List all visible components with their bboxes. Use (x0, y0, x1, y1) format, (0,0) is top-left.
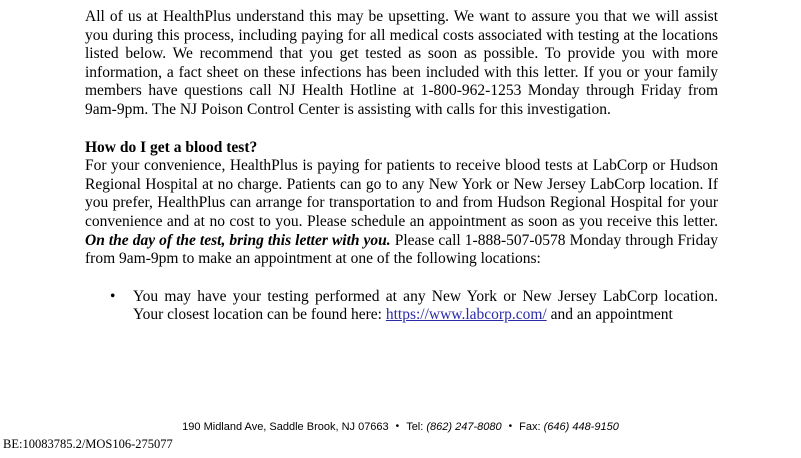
document-reference-number: BE:10083785.2/MOS106-275077 (3, 437, 173, 451)
letter-body (85, 8, 718, 325)
footer-address: 190 Midland Ave, Saddle Brook, NJ 07663 (182, 421, 389, 433)
footer-tel-label: Tel: (406, 421, 424, 433)
footer-fax-label: Fax: (519, 421, 541, 433)
blood-test-text-before: For your convenience, HealthPlus is paying for patients to receive blood tests at LabCorp or Hudson Regional Hospital at no charge. Patients can go to any New York or New Jersey LabCorp location. If you prefer, HealthPlus can arrange for transportation to and from Hudson Regional Hospital for your convenience and at no cost to you. Please schedule an appointment as soon as you receive this letter. (85, 157, 718, 230)
blood-test-section-heading: How do I get a blood test? (85, 138, 258, 156)
footer-separator-icon: • (508, 421, 513, 432)
bullet-text-before: You may have your testing performed at any New York or New Jersey LabCorp location. Your closest location can be found here: (133, 287, 718, 324)
footer-tel-number: (862) 247-8080 (426, 421, 502, 433)
footer-separator-icon: • (395, 421, 400, 432)
footer-fax-number: (646) 448-9150 (543, 421, 619, 433)
bring-letter-emphasis: On the day of the test, bring this letter with you. (85, 231, 391, 249)
bullet-marker-icon: • (110, 287, 116, 305)
labcorp-link[interactable]: https://www.labcorp.com/ (385, 306, 547, 324)
location-bullet-item (85, 288, 718, 325)
blood-test-text-after: Please call 1-888-507-0578 Monday through Friday from 9am-9pm to make an appointment at one of the following locations: (85, 231, 718, 268)
bullet-text-after: and an appointment (546, 306, 673, 324)
letter-footer (0, 420, 801, 434)
intro-paragraph: All of us at HealthPlus understand this may be upsetting. We want to assure you that we will assist you during this process, including paying for all medical costs associated with testing at the locations listed below. We recommend that you get tested as soon as possible. To provide you with more information, a fact sheet on these infections has been included with this letter. If you or your family members have questions call NJ Health Hotline at 1-800-962-1253 Monday through Friday from 9am-9pm. The NJ Poison Control Center is assisting with calls for this investigation. (85, 8, 718, 118)
blood-test-paragraph (85, 157, 718, 269)
